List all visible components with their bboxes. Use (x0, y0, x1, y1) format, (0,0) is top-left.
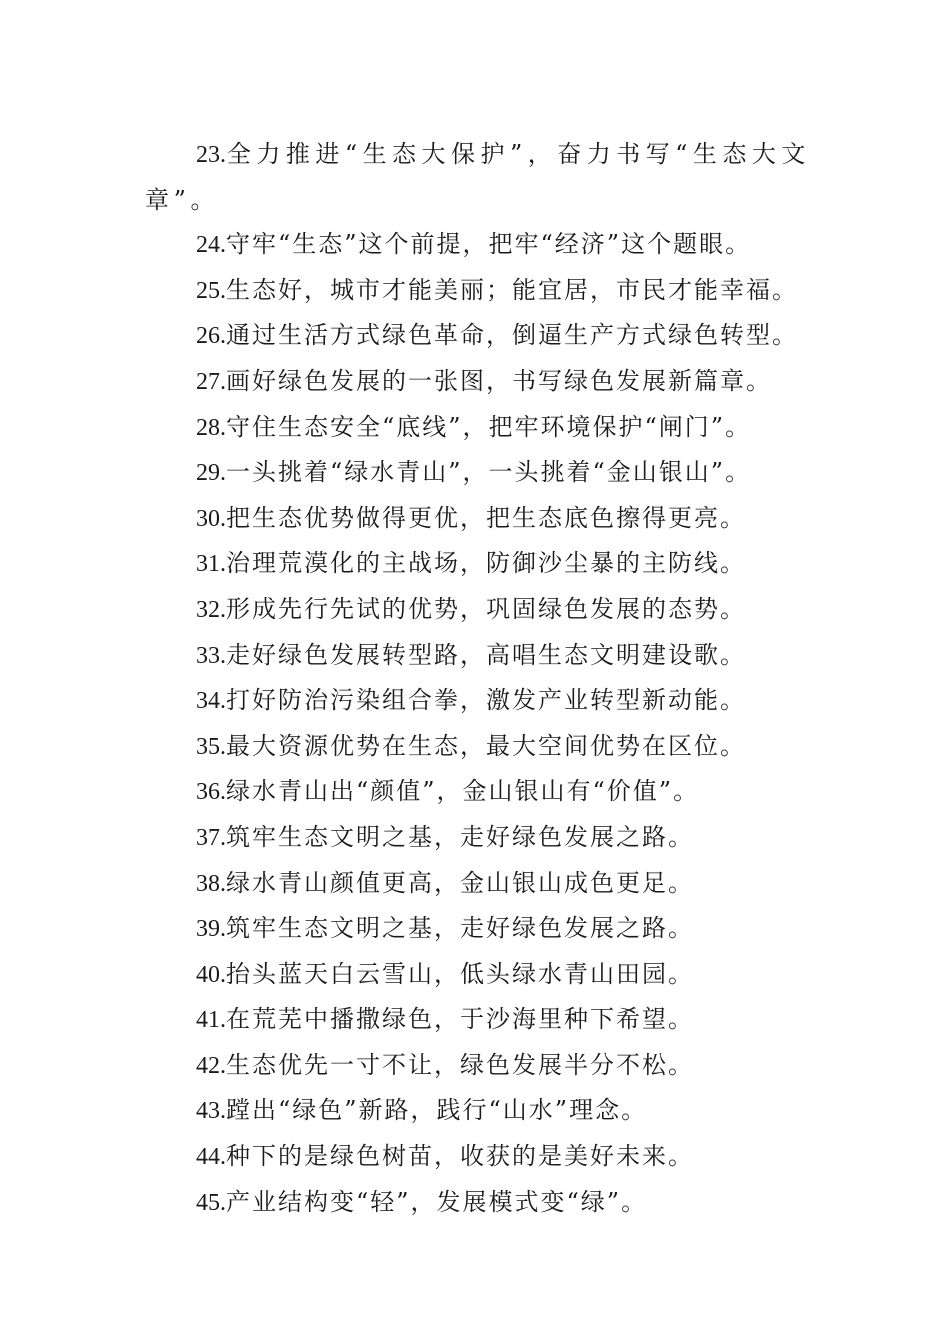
item-number: 38. (196, 870, 226, 897)
item-text: 守住生态安全“底线”，把牢环境保护“闸门”。 (226, 412, 752, 441)
item-number: 40. (196, 961, 226, 988)
item-text: 最大资源优势在生态，最大空间优势在区位。 (226, 731, 746, 760)
item-text: 通过生活方式绿色革命，倒逼生产方式绿色转型。 (226, 321, 798, 350)
paragraph-38 (145, 861, 810, 907)
paragraph-42 (145, 1043, 810, 1089)
paragraph-41 (145, 997, 810, 1043)
item-text: 产业结构变“轻”，发展模式变“绿”。 (226, 1187, 648, 1216)
item-number: 28. (196, 414, 226, 441)
item-number: 32. (196, 596, 226, 623)
paragraph-29 (145, 450, 810, 496)
item-number: 41. (196, 1007, 226, 1034)
item-number: 31. (196, 551, 226, 578)
item-number: 37. (196, 824, 226, 851)
item-number: 39. (196, 916, 226, 943)
paragraph-34 (145, 678, 810, 724)
paragraph-35 (145, 724, 810, 770)
item-number: 25. (196, 277, 226, 304)
item-number: 42. (196, 1052, 226, 1079)
paragraph-37 (145, 815, 810, 861)
item-number: 43. (196, 1098, 226, 1125)
item-text: 绿水青山出“颜值”，金山银山有“价值”。 (226, 777, 700, 806)
item-number: 30. (196, 505, 226, 532)
item-text: 筑牢生态文明之基，走好绿色发展之路。 (226, 914, 694, 943)
item-number: 36. (196, 779, 226, 806)
paragraph-27 (145, 359, 810, 405)
item-number: 34. (196, 688, 226, 715)
item-number: 23. (196, 142, 226, 168)
paragraph-23 (145, 132, 810, 222)
paragraph-25 (145, 268, 810, 314)
item-number: 24. (196, 232, 226, 259)
item-text: 打好防治污染组合拳，激发产业转型新动能。 (226, 686, 746, 715)
paragraph-31 (145, 541, 810, 587)
paragraph-28 (145, 405, 810, 451)
document-body (145, 132, 810, 1225)
item-text: 蹚出“绿色”新路，践行“山水”理念。 (226, 1096, 648, 1125)
item-number: 35. (196, 733, 226, 760)
paragraph-44 (145, 1134, 810, 1180)
item-text: 在荒芜中播撒绿色，于沙海里种下希望。 (226, 1005, 694, 1034)
item-text: 画好绿色发展的一张图，书写绿色发展新篇章。 (226, 366, 772, 395)
paragraph-24 (145, 222, 810, 268)
item-text: 形成先行先试的优势，巩固绿色发展的态势。 (226, 594, 746, 623)
item-number: 45. (196, 1189, 226, 1216)
item-text: 把生态优势做得更优，把生态底色擦得更亮。 (226, 503, 746, 532)
paragraph-39 (145, 906, 810, 952)
item-text: 走好绿色发展转型路，高唱生态文明建设歌。 (226, 640, 746, 669)
item-text: 全力推进“生态大保护”，奋力书写“生态大文章”。 (145, 140, 810, 214)
paragraph-43 (145, 1088, 810, 1134)
item-text: 绿水青山颜值更高，金山银山成色更足。 (226, 868, 694, 897)
item-number: 33. (196, 642, 226, 669)
item-number: 29. (196, 460, 226, 487)
paragraph-26 (145, 313, 810, 359)
item-text: 筑牢生态文明之基，走好绿色发展之路。 (226, 822, 694, 851)
item-text: 生态优先一寸不让，绿色发展半分不松。 (226, 1050, 694, 1079)
item-number: 44. (196, 1144, 226, 1171)
paragraph-36 (145, 769, 810, 815)
item-text: 治理荒漠化的主战场，防御沙尘暴的主防线。 (226, 549, 746, 578)
item-text: 守牢“生态”这个前提，把牢“经济”这个题眼。 (226, 230, 752, 259)
paragraph-30 (145, 496, 810, 542)
item-text: 抬头蓝天白云雪山，低头绿水青山田园。 (226, 959, 694, 988)
item-text: 一头挑着“绿水青山”，一头挑着“金山银山”。 (226, 458, 752, 487)
paragraph-32 (145, 587, 810, 633)
item-number: 26. (196, 323, 226, 350)
item-number: 27. (196, 368, 226, 395)
paragraph-40 (145, 952, 810, 998)
paragraph-33 (145, 633, 810, 679)
item-text: 种下的是绿色树苗，收获的是美好未来。 (226, 1142, 694, 1171)
paragraph-45 (145, 1180, 810, 1226)
item-text: 生态好，城市才能美丽；能宜居，市民才能幸福。 (226, 275, 798, 304)
